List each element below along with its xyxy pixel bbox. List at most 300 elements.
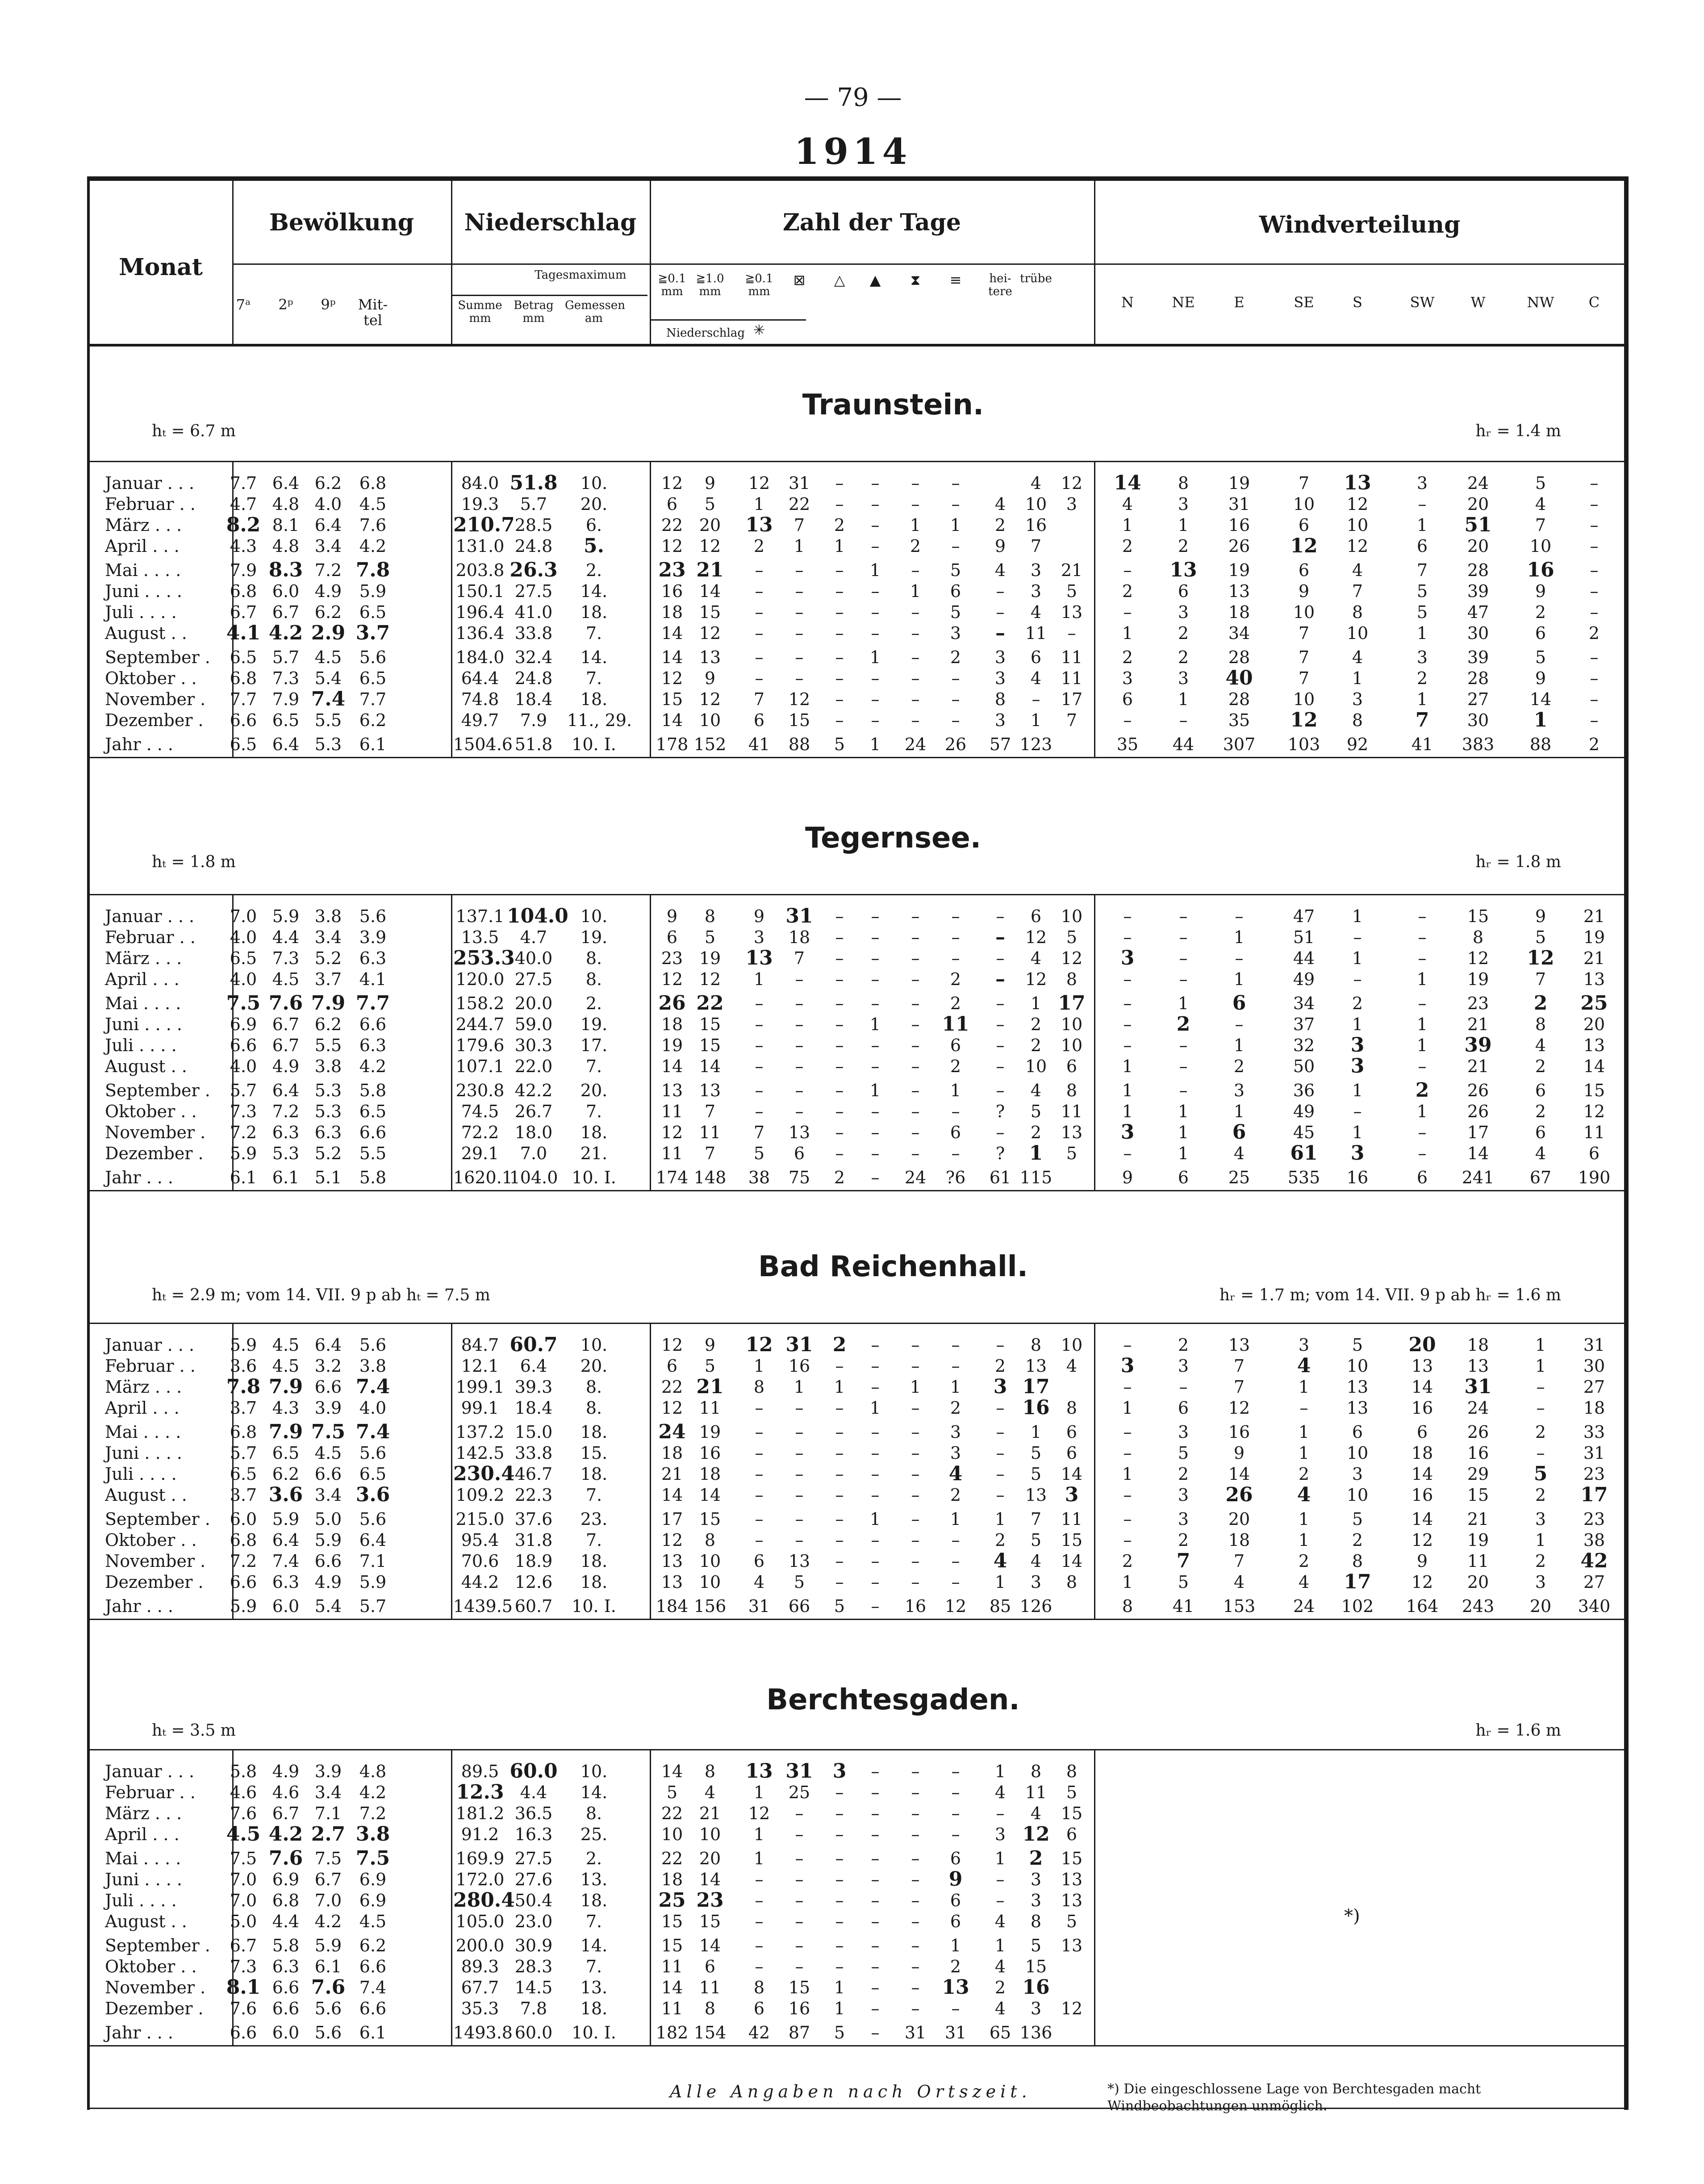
month-label: Juni . . . .	[105, 1870, 182, 1889]
table-cell: 1	[1122, 1057, 1133, 1076]
table-cell: 23	[1583, 1464, 1605, 1484]
table-cell: 6.4	[314, 1335, 342, 1355]
table-cell: 21	[1583, 948, 1605, 968]
table-cell: –	[996, 948, 1005, 968]
table-cell: 1	[1535, 1530, 1546, 1550]
table-cell: –	[1235, 1015, 1244, 1034]
table-cell: 4.3	[230, 536, 257, 556]
table-cell: 61	[1290, 1142, 1318, 1165]
table-cell: 8	[1352, 710, 1363, 730]
table-cell: 1439.5	[453, 1596, 513, 1616]
table-cell: 7.	[585, 623, 602, 643]
tage-col-header: ▲	[869, 271, 881, 288]
table-cell: –	[755, 1102, 764, 1121]
table-cell: 18.0	[514, 1123, 553, 1142]
table-cell: 13	[1061, 1123, 1083, 1142]
table-cell: 30.9	[514, 1936, 553, 1955]
table-cell: 6.4	[314, 515, 342, 535]
table-cell: 3	[994, 668, 1006, 688]
table-cell: 19	[661, 1036, 683, 1055]
table-cell: 1	[1416, 1036, 1428, 1055]
table-cell: 178	[656, 735, 689, 754]
table-cell: 105.0	[455, 1912, 505, 1931]
niederschlag-sub-divider	[650, 319, 806, 321]
table-cell: 2	[1533, 992, 1548, 1015]
table-cell: 6	[950, 1891, 961, 1910]
table-cell: 1	[1535, 1335, 1546, 1355]
header-divider	[232, 263, 1624, 265]
table-cell: 200.0	[455, 1936, 505, 1955]
table-cell: –	[755, 1081, 764, 1100]
table-cell: –	[1590, 536, 1599, 556]
table-cell: –	[1123, 906, 1132, 926]
table-cell: 6.4	[359, 1530, 387, 1550]
table-cell: 28	[1467, 560, 1489, 580]
table-cell: 1	[1178, 515, 1189, 535]
table-cell: 10.	[580, 906, 608, 926]
table-cell: 14.	[580, 1936, 608, 1955]
table-cell: 1	[753, 1783, 765, 1802]
table-cell: 14.	[580, 1783, 608, 1802]
wind-note-marker: *)	[1344, 1906, 1360, 1926]
table-cell: ?	[995, 1102, 1005, 1121]
table-cell: 11	[661, 1957, 683, 1976]
month-label: Januar . . .	[105, 1762, 195, 1781]
table-cell: 7.4	[359, 1978, 387, 1997]
month-label: September .	[105, 647, 210, 667]
table-cell: 17	[661, 1509, 683, 1529]
table-cell: 41	[748, 735, 770, 754]
table-cell: 14	[1583, 1057, 1605, 1076]
table-cell: 1	[950, 1936, 961, 1955]
table-cell: 6	[950, 1912, 961, 1931]
table-cell: 70.6	[461, 1551, 499, 1571]
table-cell: –	[755, 1912, 764, 1931]
table-cell: 84.0	[461, 473, 499, 493]
month-label: Mai . . . .	[105, 1849, 181, 1868]
table-cell: –	[911, 1825, 920, 1844]
table-cell: 13	[788, 1551, 810, 1571]
table-cell: 6.3	[272, 1123, 300, 1142]
table-cell: 24	[904, 1168, 927, 1187]
table-cell: 7.6	[268, 992, 303, 1015]
table-cell: 137.2	[455, 1422, 505, 1442]
table-cell: 92	[1346, 735, 1369, 754]
table-cell: –	[911, 948, 920, 968]
table-cell: 6.7	[272, 1804, 300, 1823]
table-cell: 5	[1535, 927, 1546, 947]
month-label: Juni . . . .	[105, 1015, 182, 1034]
table-cell: 190	[1578, 1168, 1611, 1187]
table-cell: 2	[1178, 647, 1189, 667]
table-cell: 6	[753, 1551, 765, 1571]
col-divider	[232, 179, 234, 344]
table-cell: 6.0	[272, 1596, 300, 1616]
table-cell: 8.	[585, 1377, 602, 1397]
table-cell: 22	[661, 515, 683, 535]
table-cell: 7	[1176, 1549, 1190, 1572]
table-cell: 6.7	[272, 1015, 300, 1034]
station-name: Tegernsee.	[805, 822, 981, 855]
table-cell: 11	[699, 1978, 721, 1997]
table-cell: 24.8	[514, 536, 553, 556]
station-ht: hₜ = 3.5 m	[152, 1721, 236, 1740]
table-cell: –	[911, 623, 920, 643]
table-cell: 2	[1588, 735, 1600, 754]
table-cell: 103	[1287, 735, 1320, 754]
table-cell: 39.3	[514, 1377, 553, 1397]
table-cell: –	[911, 1398, 920, 1418]
table-cell: 14	[661, 647, 683, 667]
table-cell: 13	[699, 1081, 721, 1100]
table-cell: 5.0	[314, 1509, 342, 1529]
table-cell: –	[1123, 1015, 1132, 1034]
tage-col-header: ≡	[949, 271, 962, 288]
table-cell: 2.9	[311, 622, 346, 644]
table-cell: 1	[1352, 668, 1363, 688]
table-cell: 3.7	[230, 1485, 257, 1505]
table-cell: 14	[661, 623, 683, 643]
table-cell: 181.2	[455, 1804, 505, 1823]
table-cell: 8	[704, 906, 716, 926]
table-cell: 40	[1225, 667, 1253, 689]
table-cell: 10	[1293, 689, 1315, 709]
table-cell: 35	[1228, 710, 1250, 730]
table-cell: 14	[1467, 1144, 1489, 1163]
station-hr: hᵣ = 1.6 m	[1475, 1721, 1561, 1740]
table-cell: 1	[950, 1377, 961, 1397]
table-cell: 20	[699, 515, 721, 535]
table-cell: 61	[989, 1168, 1011, 1187]
table-cell: 4.4	[520, 1783, 547, 1802]
table-cell: –	[795, 1081, 804, 1100]
table-cell: 5	[1416, 602, 1428, 622]
table-cell: –	[795, 1870, 804, 1889]
table-cell: 1	[794, 536, 805, 556]
table-cell: 32	[1293, 1036, 1315, 1055]
table-cell: 5	[1066, 581, 1078, 601]
table-cell: 104.0	[509, 1168, 558, 1187]
table-cell: 10. I.	[572, 735, 616, 754]
table-cell: 4.2	[359, 536, 387, 556]
table-cell: –	[871, 1335, 880, 1355]
table-cell: –	[835, 1081, 844, 1100]
table-cell: 172.0	[455, 1870, 505, 1889]
table-cell: 6	[666, 1356, 678, 1376]
table-cell: –	[835, 1123, 844, 1142]
table-cell: 1	[1030, 994, 1042, 1013]
table-cell: 12.1	[461, 1356, 499, 1376]
table-cell: 8.	[585, 1804, 602, 1823]
table-cell: 7.6	[268, 1847, 303, 1870]
table-cell: 1	[1416, 689, 1428, 709]
table-cell: –	[871, 581, 880, 601]
table-cell: 7.9	[268, 1375, 303, 1398]
table-cell: 10	[1293, 602, 1315, 622]
month-label: Jahr . . .	[105, 1596, 174, 1616]
table-cell: 5	[834, 1596, 845, 1616]
table-cell: –	[996, 1464, 1005, 1484]
table-cell: –	[996, 1335, 1005, 1355]
table-cell: 4.5	[272, 969, 300, 989]
table-cell: –	[951, 1530, 960, 1550]
table-cell: –	[911, 1464, 920, 1484]
table-cell: 3	[950, 623, 961, 643]
table-cell: 10	[699, 1572, 721, 1592]
section-bottom-rule	[88, 1190, 1624, 1191]
table-cell: 12	[1467, 948, 1489, 968]
month-label: Juni . . . .	[105, 581, 182, 601]
table-cell: –	[871, 1783, 880, 1802]
table-cell: –	[1123, 560, 1132, 580]
table-cell: 174	[656, 1168, 689, 1187]
table-cell: –	[911, 1870, 920, 1889]
table-cell: –	[795, 1485, 804, 1505]
table-cell: 6	[704, 1957, 716, 1976]
table-cell: 9	[666, 906, 678, 926]
table-cell: –	[1123, 969, 1132, 989]
table-left-rule	[87, 176, 90, 2110]
table-cell: 5.4	[314, 1596, 342, 1616]
table-cell: 20	[1467, 1572, 1489, 1592]
table-cell: 7	[1298, 473, 1310, 493]
table-cell: –	[755, 647, 764, 667]
table-cell: 32.4	[514, 647, 553, 667]
table-cell: 8	[1472, 927, 1484, 947]
table-cell: 4.2	[359, 1057, 387, 1076]
table-cell: 150.1	[455, 581, 505, 601]
table-cell: 7.9	[520, 710, 547, 730]
table-cell: 12	[748, 1804, 770, 1823]
table-cell: 154	[693, 2023, 727, 2042]
table-cell: 109.2	[455, 1485, 505, 1505]
table-cell: 3.8	[314, 1057, 342, 1076]
table-cell: 14	[1228, 1464, 1250, 1484]
table-cell: 164	[1406, 1596, 1439, 1616]
table-cell: 13	[1061, 1936, 1083, 1955]
table-cell: –	[996, 602, 1005, 622]
table-cell: 6.6	[230, 2023, 257, 2042]
table-cell: 24	[658, 1420, 686, 1443]
table-cell: 31	[788, 473, 810, 493]
table-cell: 7.0	[230, 906, 257, 926]
table-cell: 15	[699, 1912, 721, 1931]
table-cell: 41.0	[514, 602, 553, 622]
table-cell: 4	[704, 1783, 716, 1802]
wind-col-header: NW	[1527, 294, 1554, 311]
table-cell: 51.8	[514, 735, 553, 754]
table-cell: 28	[1228, 647, 1250, 667]
table-cell: 12	[1061, 473, 1083, 493]
table-cell: 11	[1025, 1783, 1047, 1802]
table-cell: 10.	[580, 473, 608, 493]
table-cell: 4	[1298, 1572, 1310, 1592]
table-cell: 20	[1467, 494, 1489, 514]
month-label: April . . .	[105, 1825, 180, 1844]
table-cell: –	[871, 1144, 880, 1163]
table-cell: 4.4	[272, 927, 300, 947]
table-cell: 7	[1352, 581, 1363, 601]
table-cell: 6.2	[314, 602, 342, 622]
table-cell: 6.7	[314, 1870, 342, 1889]
table-cell: –	[795, 647, 804, 667]
table-cell: 28.3	[514, 1957, 553, 1976]
table-cell: 7.8	[520, 1999, 547, 2018]
table-cell: 5.6	[359, 1509, 387, 1529]
table-cell: 7.5	[355, 1847, 390, 1870]
table-cell: –	[1179, 969, 1188, 989]
table-cell: 2	[1122, 581, 1133, 601]
table-cell: –	[1418, 1057, 1427, 1076]
table-cell: 5.9	[359, 1572, 387, 1592]
table-cell: –	[1590, 710, 1599, 730]
table-cell: 3	[1535, 1509, 1546, 1529]
table-cell: 179.6	[455, 1036, 505, 1055]
table-cell: –	[795, 1464, 804, 1484]
table-cell: –	[835, 647, 844, 667]
table-cell: 10	[1346, 623, 1369, 643]
table-cell: 7	[794, 515, 805, 535]
table-cell: 7	[1233, 1551, 1245, 1571]
table-cell: 7	[753, 689, 765, 709]
table-cell: 1	[1298, 1422, 1310, 1442]
table-cell: 3	[1350, 1142, 1365, 1165]
table-cell: –	[1418, 906, 1427, 926]
table-cell: 4.4	[272, 1912, 300, 1931]
table-cell: 14	[661, 1762, 683, 1781]
table-cell: –	[911, 994, 920, 1013]
table-cell: 1	[753, 494, 765, 514]
table-cell: –	[795, 1398, 804, 1418]
table-cell: 24.8	[514, 668, 553, 688]
table-cell: 2	[1588, 623, 1600, 643]
table-cell: 42	[1580, 1549, 1608, 1572]
table-cell: 8.1	[272, 515, 300, 535]
table-cell: 4.9	[314, 1572, 342, 1592]
table-cell: 18	[1467, 1335, 1489, 1355]
table-cell: 5.2	[314, 1144, 342, 1163]
table-cell: 5	[704, 1356, 716, 1376]
table-cell: 7.2	[272, 1102, 300, 1121]
table-cell: 5	[1416, 581, 1428, 601]
table-cell: 31	[785, 1760, 813, 1783]
table-cell: 4	[1535, 1144, 1546, 1163]
table-cell: 6.5	[230, 647, 257, 667]
table-cell: 5.9	[230, 1335, 257, 1355]
table-cell: 107.1	[455, 1057, 505, 1076]
table-cell: 6	[1030, 906, 1042, 926]
table-cell: 24	[1467, 473, 1489, 493]
table-cell: –	[755, 560, 764, 580]
table-cell: 6.2	[359, 1936, 387, 1955]
table-cell: 2	[1122, 536, 1133, 556]
table-cell: 8	[1066, 1398, 1078, 1418]
table-cell: –	[911, 1978, 920, 1997]
table-cell: 2	[1298, 1551, 1310, 1571]
table-cell: 19	[1228, 473, 1250, 493]
table-cell: 1	[1233, 1036, 1245, 1055]
table-cell: 1	[1416, 1102, 1428, 1121]
table-cell: –	[951, 948, 960, 968]
tagesmaximum-header: Tagesmaximum	[535, 268, 626, 282]
table-cell: 4.5	[272, 1356, 300, 1376]
table-cell: 4.9	[272, 1057, 300, 1076]
table-cell: 13	[699, 647, 721, 667]
month-label: Mai . . . .	[105, 1422, 181, 1442]
table-cell: 6.5	[272, 1443, 300, 1463]
table-cell: 16	[1022, 1396, 1050, 1419]
table-cell: 3.7	[314, 969, 342, 989]
table-cell: 6.8	[230, 1422, 257, 1442]
table-cell: –	[835, 1891, 844, 1910]
table-cell: –	[1536, 1398, 1545, 1418]
table-cell: 3	[1350, 1055, 1365, 1077]
table-cell: 2	[1233, 1057, 1245, 1076]
table-cell: 14	[699, 1936, 721, 1955]
table-cell: 1	[1233, 1102, 1245, 1121]
table-cell: 19	[1467, 1530, 1489, 1550]
footer-note-berchtesgaden: *) Die eingeschlossene Lage von Berchtesgaden macht Windbeobachtungen unmöglich.	[1107, 2081, 1481, 2114]
table-cell: 16	[788, 1999, 810, 2018]
table-cell: –	[951, 536, 960, 556]
table-cell: 21	[661, 1464, 683, 1484]
table-cell: 28.5	[514, 515, 553, 535]
table-cell: 13	[1228, 581, 1250, 601]
table-cell: –	[911, 710, 920, 730]
table-cell: –	[835, 1783, 844, 1802]
table-cell: –	[911, 494, 920, 514]
table-cell: 46.7	[514, 1464, 553, 1484]
table-cell: –	[871, 1957, 880, 1976]
table-cell: 4	[994, 560, 1006, 580]
table-cell: 5	[753, 1144, 765, 1163]
table-cell: 3	[1416, 473, 1428, 493]
table-cell: –	[1123, 1144, 1132, 1163]
table-cell: 3	[1120, 1121, 1135, 1144]
table-cell: 47	[1293, 906, 1315, 926]
table-cell: –	[835, 1849, 844, 1868]
table-cell: 7	[1233, 1356, 1245, 1376]
month-label: Februar . .	[105, 494, 196, 514]
table-cell: –	[911, 1422, 920, 1442]
table-cell: –	[1536, 1443, 1545, 1463]
table-cell: 12	[661, 1398, 683, 1418]
table-cell: 10	[1346, 1485, 1369, 1505]
table-cell: 6.2	[314, 473, 342, 493]
table-cell: –	[835, 1356, 844, 1376]
table-cell: 5	[1030, 1102, 1042, 1121]
table-cell: 74.5	[461, 1102, 499, 1121]
table-cell: –	[871, 906, 880, 926]
table-cell: 6	[1066, 1825, 1078, 1844]
table-cell: 5	[1533, 1462, 1548, 1485]
table-cell: 31	[1228, 494, 1250, 514]
table-cell: 7.0	[314, 1891, 342, 1910]
table-cell: 36.5	[514, 1804, 553, 1823]
table-cell: –	[835, 1144, 844, 1163]
table-cell: 10	[1346, 1443, 1369, 1463]
table-cell: 22	[788, 494, 810, 514]
table-cell: 7.	[585, 1530, 602, 1550]
table-cell: 7.4	[355, 1420, 390, 1443]
month-label: Dezember .	[105, 1144, 204, 1163]
table-cell: 17	[1344, 1570, 1371, 1593]
table-cell: 1493.8	[453, 2023, 513, 2042]
table-cell: 12	[1346, 494, 1369, 514]
table-cell: –	[911, 1443, 920, 1463]
table-cell: 60.7	[510, 1333, 558, 1356]
table-cell: 5.7	[359, 1596, 387, 1616]
